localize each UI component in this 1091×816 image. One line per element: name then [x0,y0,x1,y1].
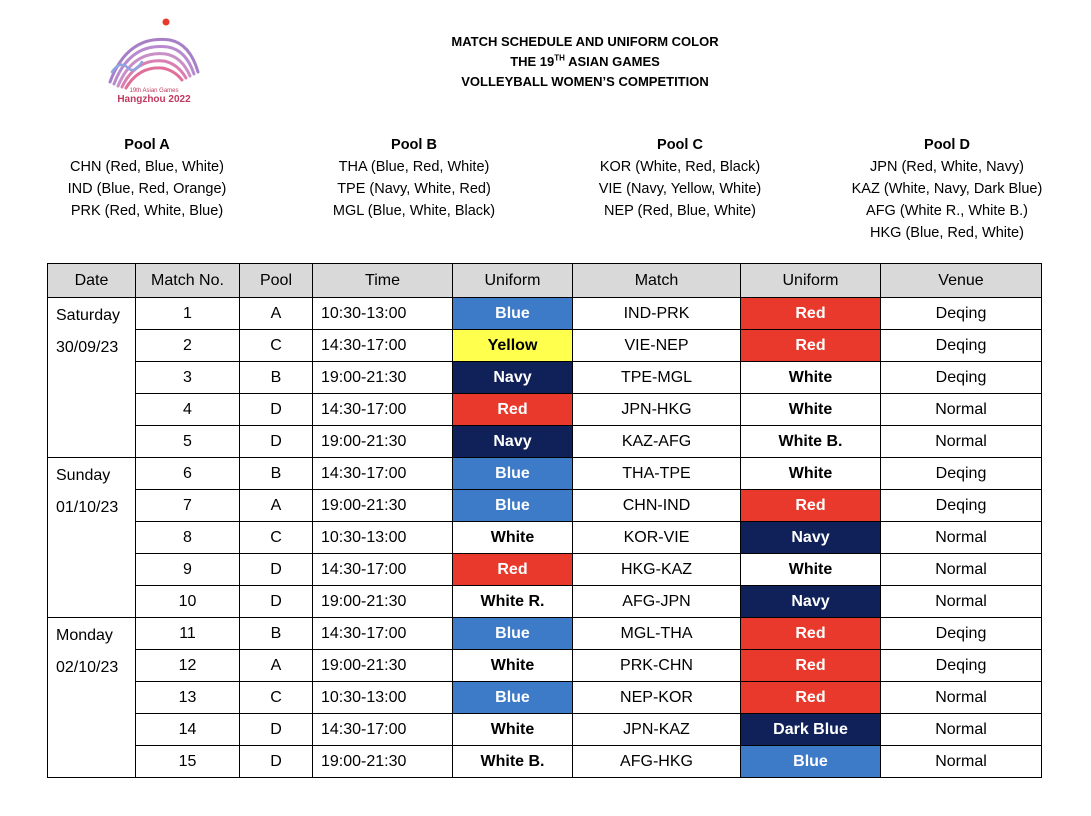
time-cell: 14:30-17:00 [313,554,453,586]
venue-cell: Normal [881,714,1042,746]
pool-d-team: JPN (Red, White, Navy) [870,159,1024,175]
uniform-home-cell: Blue [453,298,573,330]
table-row [48,618,1042,650]
header-time: Time [313,264,453,298]
title-line-3: VOLLEYBALL WOMEN’S COMPETITION [461,74,709,89]
pool-cell: D [240,394,313,426]
title-line-1: MATCH SCHEDULE AND UNIFORM COLOR [451,34,719,49]
table-row [48,714,1042,746]
venue-cell: Normal [881,554,1042,586]
date-cell [48,618,136,778]
table-row [48,458,1042,490]
time-cell: 14:30-17:00 [313,618,453,650]
match-cell: JPN-HKG [573,394,741,426]
venue-cell: Deqing [881,650,1042,682]
uniform-home-cell: Blue [453,490,573,522]
pool-cell: A [240,650,313,682]
header-match-no: Match No. [136,264,240,298]
pool-cell: A [240,298,313,330]
uniform-home-cell: Navy [453,426,573,458]
time-cell: 10:30-13:00 [313,298,453,330]
match-cell: NEP-KOR [573,682,741,714]
uniform-away-cell: White [741,458,881,490]
venue-cell: Deqing [881,362,1042,394]
uniform-away-cell: Red [741,490,881,522]
uniform-away-cell: White [741,394,881,426]
venue-cell: Deqing [881,330,1042,362]
pool-d-team: KAZ (White, Navy, Dark Blue) [851,181,1043,197]
uniform-home-cell: White R. [453,586,573,618]
day-name: Sunday [56,467,111,484]
pool-c [572,134,788,222]
header-venue: Venue [881,264,1042,298]
table-row [48,298,1042,330]
pool-b-team: THA (Blue, Red, White) [338,159,490,175]
time-cell: 19:00-21:30 [313,650,453,682]
pool-cell: D [240,714,313,746]
title-line-2-sup: TH [554,53,565,63]
pool-cell: D [240,586,313,618]
venue-cell: Normal [881,746,1042,778]
match-cell: VIE-NEP [573,330,741,362]
table-row [48,522,1042,554]
title-line-2 [395,52,775,72]
table-row [48,330,1042,362]
schedule-body [48,298,1042,778]
match-no-cell: 3 [136,362,240,394]
time-cell: 14:30-17:00 [313,714,453,746]
time-cell: 14:30-17:00 [313,458,453,490]
match-no-cell: 8 [136,522,240,554]
pool-b [306,134,522,222]
uniform-home-cell: Navy [453,362,573,394]
table-row [48,682,1042,714]
venue-cell: Normal [881,522,1042,554]
match-cell: KAZ-AFG [573,426,741,458]
pool-d-team: HKG (Blue, Red, White) [870,225,1024,241]
uniform-away-cell: Red [741,298,881,330]
pool-cell: B [240,458,313,490]
title-line-2-post: ASIAN GAMES [564,54,660,69]
table-row [48,490,1042,522]
match-cell: THA-TPE [573,458,741,490]
match-cell: AFG-HKG [573,746,741,778]
pool-b-name: Pool B [391,137,437,153]
logo-caption [96,88,212,105]
match-cell: JPN-KAZ [573,714,741,746]
match-no-cell: 15 [136,746,240,778]
match-no-cell: 14 [136,714,240,746]
header-uniform-home: Uniform [453,264,573,298]
match-cell: AFG-JPN [573,586,741,618]
match-no-cell: 9 [136,554,240,586]
pool-cell: C [240,522,313,554]
match-cell: TPE-MGL [573,362,741,394]
uniform-home-cell: Blue [453,458,573,490]
pool-a-team: CHN (Red, Blue, White) [70,159,224,175]
pool-c-name: Pool C [657,137,703,153]
pool-d [836,134,1058,244]
date-cell [48,298,136,458]
pool-a-team: IND (Blue, Red, Orange) [67,181,227,197]
uniform-home-cell: Blue [453,682,573,714]
title-line-2-pre: THE 19 [510,54,555,69]
uniform-away-cell: Dark Blue [741,714,881,746]
venue-cell: Deqing [881,458,1042,490]
venue-cell: Normal [881,682,1042,714]
uniform-away-cell: Red [741,618,881,650]
logo-big-text: Hangzhou 2022 [117,94,191,105]
pool-cell: B [240,362,313,394]
table-row [48,746,1042,778]
time-cell: 19:00-21:30 [313,362,453,394]
pool-cell: D [240,554,313,586]
uniform-home-cell: White [453,714,573,746]
date-cell [48,458,136,618]
venue-cell: Deqing [881,490,1042,522]
table-row [48,586,1042,618]
uniform-away-cell: White [741,554,881,586]
table-row [48,394,1042,426]
uniform-home-cell: Blue [453,618,573,650]
match-cell: KOR-VIE [573,522,741,554]
venue-cell: Normal [881,426,1042,458]
match-no-cell: 10 [136,586,240,618]
pool-a [47,134,247,222]
table-row [48,650,1042,682]
match-no-cell: 12 [136,650,240,682]
match-no-cell: 6 [136,458,240,490]
venue-cell: Normal [881,586,1042,618]
match-no-cell: 13 [136,682,240,714]
header-uniform-away: Uniform [741,264,881,298]
match-cell: IND-PRK [573,298,741,330]
match-cell: CHN-IND [573,490,741,522]
time-cell: 19:00-21:30 [313,586,453,618]
pool-c-team: NEP (Red, Blue, White) [603,203,757,219]
match-no-cell: 4 [136,394,240,426]
header-pool: Pool [240,264,313,298]
time-cell: 10:30-13:00 [313,522,453,554]
uniform-home-cell: White [453,650,573,682]
pool-cell: C [240,682,313,714]
pool-c-team: KOR (White, Red, Black) [599,159,761,175]
uniform-home-cell: White [453,522,573,554]
uniform-away-cell: Red [741,682,881,714]
pool-d-name: Pool D [924,137,970,153]
day-name: Monday [56,627,113,644]
uniform-away-cell: Navy [741,586,881,618]
pool-c-team: VIE (Navy, Yellow, White) [598,181,762,197]
match-no-cell: 7 [136,490,240,522]
pool-a-name: Pool A [124,137,170,153]
pool-cell: B [240,618,313,650]
day-date: 30/09/23 [56,339,119,356]
uniform-home-cell: Red [453,394,573,426]
uniform-away-cell: White B. [741,426,881,458]
match-no-cell: 2 [136,330,240,362]
time-cell: 10:30-13:00 [313,682,453,714]
match-no-cell: 5 [136,426,240,458]
day-date: 02/10/23 [56,659,119,676]
pool-cell: C [240,330,313,362]
pool-a-team: PRK (Red, White, Blue) [70,203,224,219]
uniform-away-cell: Red [741,650,881,682]
uniform-home-cell: Red [453,554,573,586]
pool-b-team: MGL (Blue, White, Black) [332,203,496,219]
venue-cell: Deqing [881,298,1042,330]
time-cell: 19:00-21:30 [313,426,453,458]
match-cell: HKG-KAZ [573,554,741,586]
match-cell: PRK-CHN [573,650,741,682]
time-cell: 14:30-17:00 [313,394,453,426]
day-name: Saturday [56,307,121,324]
uniform-away-cell: Navy [741,522,881,554]
pools-section [0,134,1091,244]
header-match: Match [573,264,741,298]
match-no-cell: 11 [136,618,240,650]
table-row [48,362,1042,394]
uniform-away-cell: Blue [741,746,881,778]
table-header-row [48,264,1042,298]
logo-small-text: 19th Asian Games [129,88,179,94]
table-row [48,554,1042,586]
uniform-home-cell: White B. [453,746,573,778]
uniform-home-cell: Yellow [453,330,573,362]
match-no-cell: 1 [136,298,240,330]
uniform-away-cell: Red [741,330,881,362]
table-row [48,426,1042,458]
pool-d-team: AFG (White R., White B.) [866,203,1028,219]
schedule-table [47,263,1042,778]
pool-b-team: TPE (Navy, White, Red) [337,181,491,197]
venue-cell: Deqing [881,618,1042,650]
time-cell: 14:30-17:00 [313,330,453,362]
day-date: 01/10/23 [56,499,119,516]
document-title [395,32,775,92]
match-cell: MGL-THA [573,618,741,650]
header-date: Date [48,264,136,298]
pool-cell: D [240,746,313,778]
venue-cell: Normal [881,394,1042,426]
uniform-away-cell: White [741,362,881,394]
time-cell: 19:00-21:30 [313,746,453,778]
pool-cell: D [240,426,313,458]
time-cell: 19:00-21:30 [313,490,453,522]
pool-cell: A [240,490,313,522]
